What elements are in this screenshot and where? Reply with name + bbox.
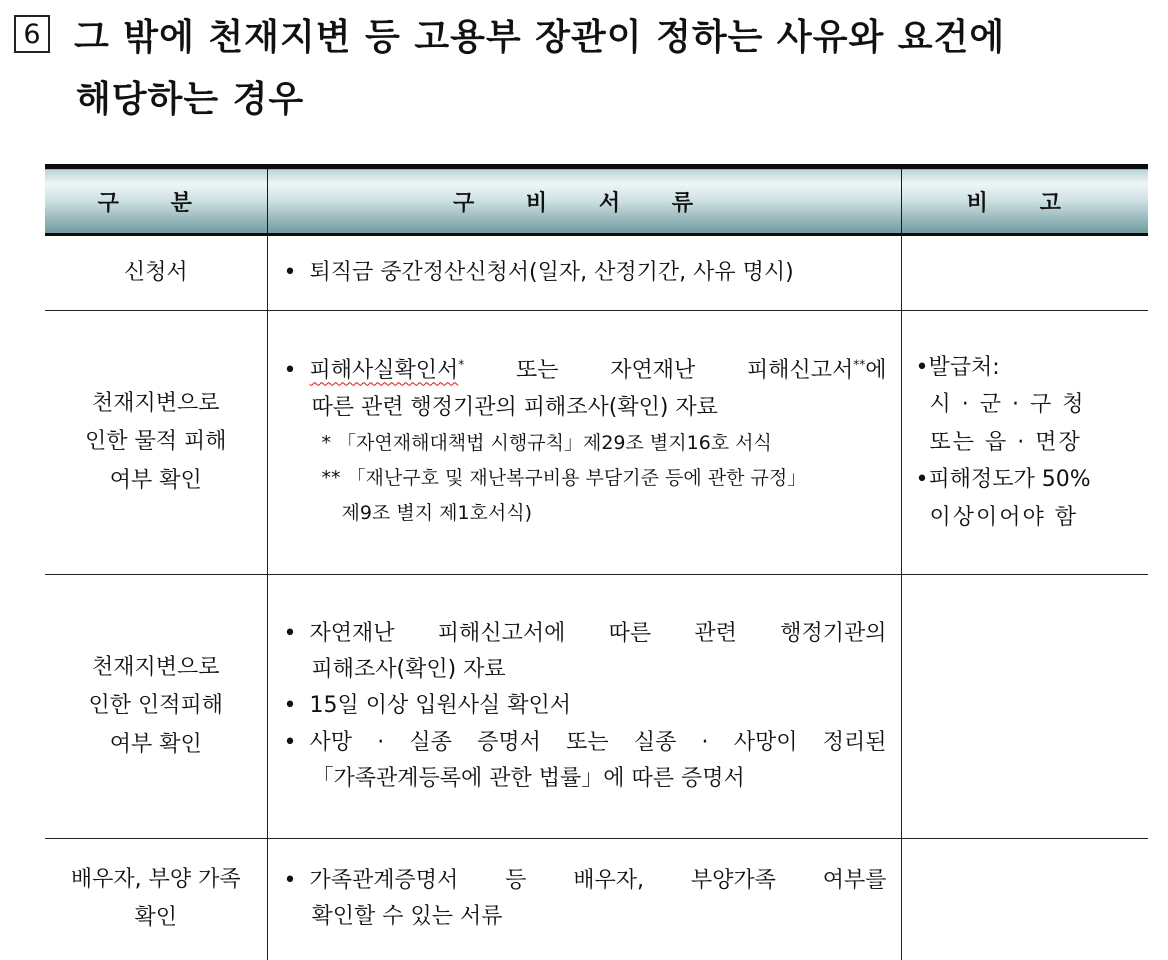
documents-cell: [267, 311, 901, 575]
category-label: 천재지변으로: [91, 390, 220, 416]
category-label: 인한 물적 피해: [85, 429, 227, 455]
document-text-continued: 확인할 수 있는 서류: [311, 904, 503, 930]
category-label: 신청서: [123, 259, 188, 285]
remark-text: 이상이어야 함: [929, 504, 1079, 530]
list-item: [282, 688, 887, 724]
remarks-cell: [901, 235, 1148, 311]
document-text-continued: 「가족관계등록에 관한 법률」에 따른 증명서: [311, 765, 745, 791]
documents-cell: [267, 235, 901, 311]
table-row: [45, 235, 1148, 311]
list-item: [282, 863, 887, 899]
footnote-text: ** 「재난구호 및 재난복구비용 부담기준 등에 관한 규정」: [321, 467, 807, 490]
remarks-cell: [901, 575, 1148, 839]
section-number-box: 6: [14, 15, 50, 53]
remarks-cell: [901, 839, 1148, 960]
footnote-text: 제9조 별지 제1호서식): [341, 502, 533, 525]
list-item: [282, 616, 887, 652]
documents-cell: [267, 839, 901, 960]
remark-text: •피해정도가 50%: [915, 467, 1091, 493]
document-text: 피해사실확인서: [309, 358, 459, 384]
footnote-mark: *: [458, 358, 465, 373]
document-text: 에: [865, 358, 887, 384]
header-category: 구 분: [45, 167, 267, 235]
bullet-icon: •: [283, 358, 297, 384]
table-row: [45, 575, 1148, 839]
footnote-mark: **: [853, 358, 866, 373]
category-label: 확인: [134, 905, 177, 931]
document-text: 자연재난 피해신고서에 따른 관련 행정기관의: [309, 620, 887, 646]
category-cell: [45, 839, 267, 960]
heading-line-2: 해당하는 경우: [76, 78, 305, 120]
category-label: 천재지변으로: [91, 654, 220, 680]
document-text: 또는 자연재난 피해신고서: [464, 358, 854, 384]
list-item: [282, 725, 887, 761]
category-label: 배우자, 부양 가족: [70, 866, 241, 892]
table-row: [45, 311, 1148, 575]
bullet-icon: •: [283, 729, 297, 755]
bullet-icon: •: [283, 693, 297, 719]
document-text: 사망 · 실종 증명서 또는 실종 · 사망이 정리된: [309, 729, 887, 755]
remark-text: 또는 읍 · 면장: [929, 429, 1082, 455]
header-remarks: 비 고: [901, 167, 1148, 235]
document-text: 가족관계증명서 등 배우자, 부양가족 여부를: [309, 867, 887, 893]
bullet-icon: •: [283, 259, 297, 285]
bullet-icon: •: [283, 867, 297, 893]
list-item: [282, 255, 887, 291]
required-documents-table: [45, 164, 1148, 960]
list-item: [282, 353, 887, 389]
table-header-row: [45, 167, 1148, 235]
remark-text: •발급처:: [915, 355, 1000, 381]
category-label: 여부 확인: [109, 467, 202, 493]
table-row: [45, 839, 1148, 960]
category-cell: [45, 311, 267, 575]
heading-text: 그 밖에 천재지변 등 고용부 장관이 정하는 사유와 요건에: [74, 16, 1006, 58]
footnote-text: * 「자연재해대책법 시행규칙」제29조 별지16호 서식: [321, 432, 772, 455]
heading-line-1: [14, 4, 1005, 64]
header-documents: 구 비 서 류: [267, 167, 901, 235]
document-text-continued: 피해조사(확인) 자료: [311, 657, 506, 683]
document-text: 15일 이상 입원사실 확인서: [309, 693, 571, 719]
bullet-icon: •: [283, 620, 297, 646]
document-text-continued: 따른 관련 행정기관의 피해조사(확인) 자료: [311, 394, 718, 420]
document-text: 퇴직금 중간정산신청서(일자, 산정기간, 사유 명시): [309, 259, 794, 285]
remark-text: 시 · 군 · 구 청: [929, 392, 1086, 418]
category-cell: [45, 235, 267, 311]
category-cell: [45, 575, 267, 839]
remarks-cell: [901, 311, 1148, 575]
category-label: 인한 인적피해: [88, 693, 223, 719]
category-label: 여부 확인: [109, 731, 202, 757]
documents-cell: [267, 575, 901, 839]
